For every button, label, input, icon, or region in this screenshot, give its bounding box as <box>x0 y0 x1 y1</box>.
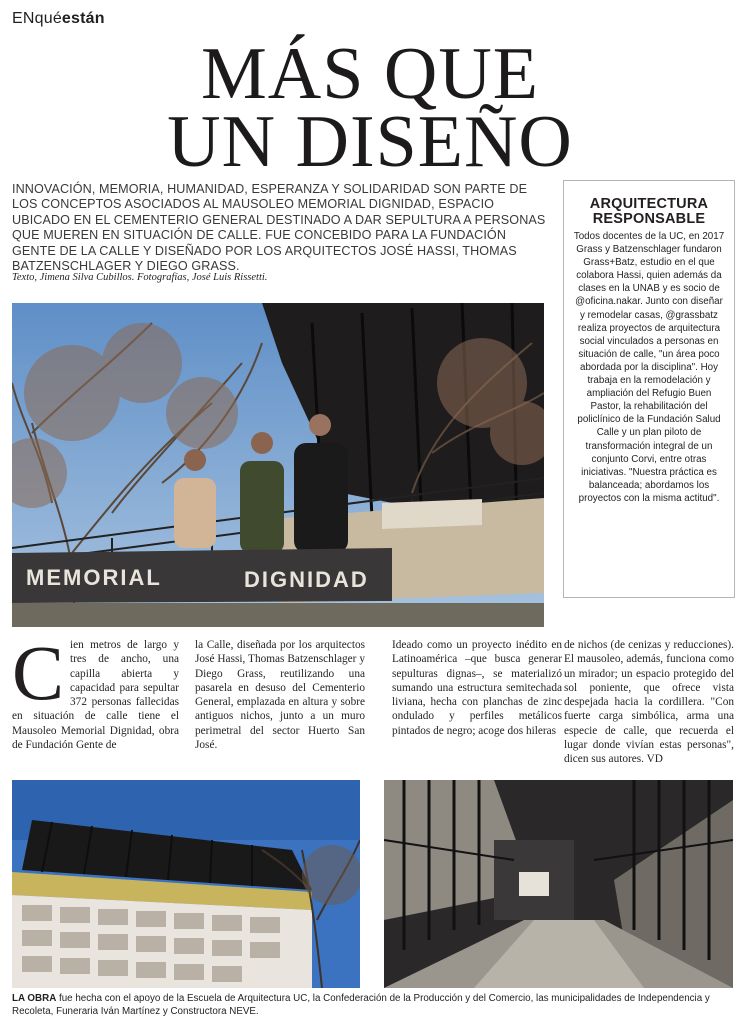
caption-label: LA OBRA <box>12 993 57 1004</box>
headline-line-1: MÁS QUE <box>201 33 539 115</box>
section-tag <box>12 10 105 28</box>
end-mark: VD <box>646 753 663 766</box>
caption-text: fue hecha con el apoyo de la Escuela de Arquitectura UC, la Confederación de la Producción y del Comercio, las municipalidades de Independencia y Recoleta, Funeraria Iván Martínez y Constructora NEVE. <box>12 993 710 1017</box>
body-text-3: Ideado como un proyecto inédito en Latinoamérica –que busca generar sepulturas dignas–, se materializó sumando una estructura semitechada liviana, hecha con planchas de zinc ondulado y perfiles metálicos pintados de negro; acoge dos hileras <box>392 639 562 737</box>
article-headline <box>150 33 590 184</box>
drop-cap: C <box>12 629 65 716</box>
body-column-1 <box>12 629 179 752</box>
sidebar-title: ARQUITECTURA RESPONSABLE <box>589 196 709 227</box>
body-text-2: la Calle, diseñada por los arquitectos José Hassi, Thomas Batzenschlager y Diego Grass, reutilizando una pasarela en desuso del Cementerio General, emplazada en altura y sobre antiguos nichos, junto a un muro perimetral del sector Huerto San José. <box>195 639 365 752</box>
section-tag-bold: están <box>61 10 105 27</box>
photo-caption <box>12 993 734 1019</box>
sign-text-dignidad: DIGNIDAD <box>244 567 369 592</box>
article-lead: INNOVACIÓN, MEMORIA, HUMANIDAD, ESPERANZA Y SOLIDARIDAD SON PARTE DE LOS CONCEPTOS ASOCIADOS AL MAUSOLEO MEMORIAL DIGNIDAD, ESPACIO UBICADO EN EL CEMENTERIO GENERAL DESTINADO A DAR SEPULTURA A PERSONAS QUE MUEREN EN SITUACIÓN DE CALLE. FUE CONCEBIDO PARA LA FUNDACIÓN GENTE DE LA CALLE Y DISEÑADO POR LOS ARQUITECTOS JOSÉ HASSI, THOMAS BATZENSCHLAGER Y DIEGO GRASS. <box>12 182 546 274</box>
headline-line-2: UN DISEÑO <box>167 101 573 184</box>
body-column-4 <box>564 638 734 767</box>
exterior-photo <box>12 780 360 988</box>
sidebar-box <box>563 180 735 598</box>
article-body <box>12 629 734 770</box>
section-tag-prefix: ENqué <box>12 10 62 27</box>
body-text-1: ien metros de largo y tres de ancho, una capilla abierta y capacidad para sepultar 372 personas fallecidas en situación de calle tiene el Mausoleo Memorial Dignidad, obra de Fundación Gente de <box>12 639 179 752</box>
sign-text-memorial: MEMORIAL <box>26 565 162 590</box>
body-column-2 <box>195 638 365 752</box>
main-photo <box>12 303 544 627</box>
sidebar-body: Todos docentes de la UC, en 2017 Grass y Batzenschlager fundaron Grass+Batz, estudio en el que colabora Hassi, quien además da clases en la UNAB y es socio de @oficina.nakar. Junto con diseñar y remodelar casas, @grassbatz realiza proyectos de arquitectura social vinculados a personas en situación de calle, "un área poco abordada por la disciplina". Hoy trabaja en la remodelación y ampliación del Refugio Buen Pastor, la rehabilitación del policlínico de la Fundación Salud Calle y un plan piloto de transformación integral de un conjunto Corvi, entre otras iniciativas. "Nuestra práctica es balanceada; abordamos los proyectos con la misma actitud". <box>573 231 725 504</box>
body-column-3 <box>392 638 562 738</box>
body-text-4: de nichos (de cenizas y reducciones). El mausoleo, además, funciona como un mirador; un espacio protegido del sol poniente, que ofrece vista despejada hacia la cordillera. "Con fuerte carga simbólica, arma una especie de calle, que recuerda el lugar donde vivían estas personas", dicen sus autores. <box>564 639 734 766</box>
interior-photo <box>384 780 733 988</box>
article-credits: Texto, Jimena Silva Cubillos. Fotografías, José Luis Rissetti. <box>12 272 268 283</box>
